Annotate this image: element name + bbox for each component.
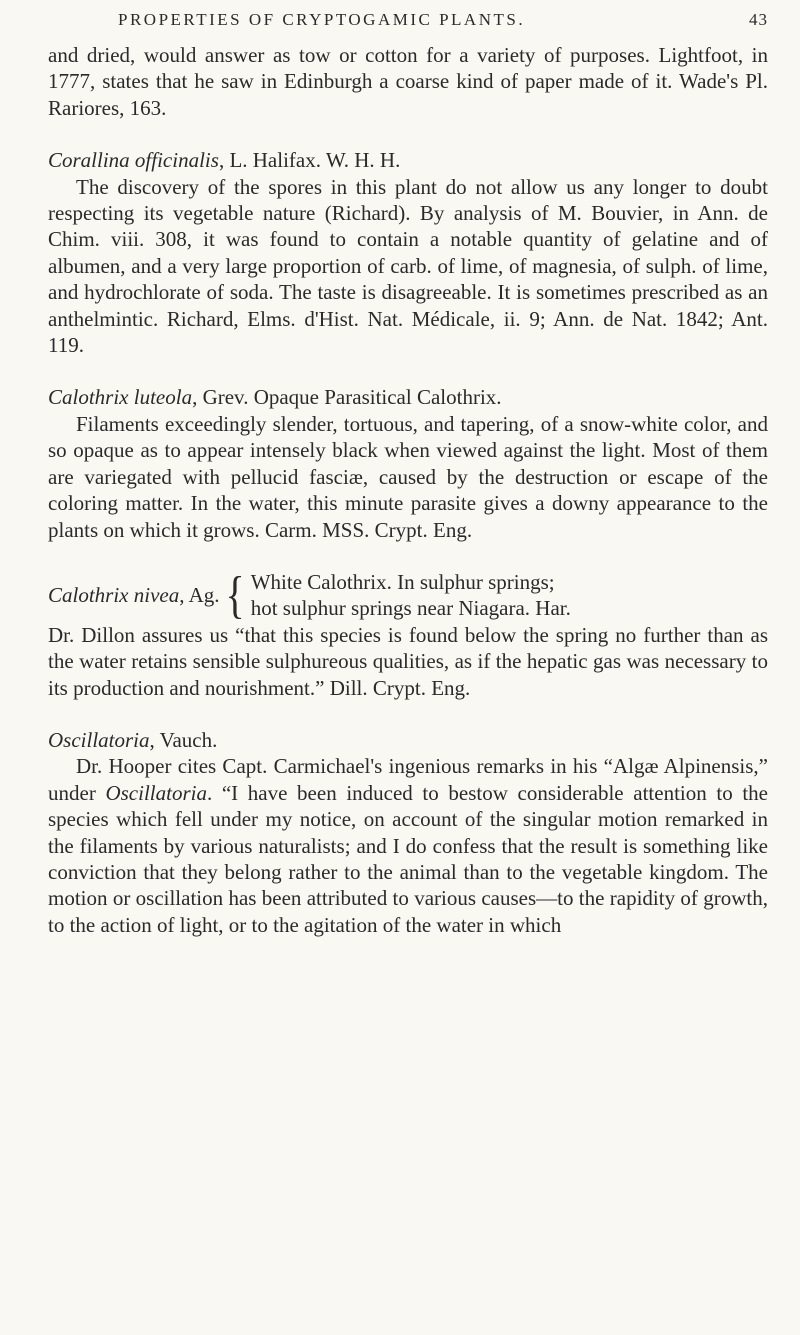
entry-heading-corallina bbox=[48, 147, 768, 173]
oscillatoria-text-a: Dr. Hooper cites Capt. Carmichael's ingenious remarks in his “Algæ Alpinensis,” under bbox=[48, 754, 768, 805]
brace-glyph: { bbox=[225, 565, 245, 624]
oscillatoria-text-b: . “I have been induced to bestow considerable attention to the species which fell under my notice, on account of the singular motion remarked in the filaments by various naturalists; and I do confess that the result is something like conviction that they belong rather to the animal than to the vegetable kingdom. The motion or oscillation has been attributed to various causes—to the rapidity of growth, to the action of light, or to the agitation of the water in which bbox=[48, 780, 768, 937]
paragraph-oscillatoria bbox=[48, 753, 768, 938]
paragraph-luteola: Filaments exceedingly slender, tortuous, and tapering, of a snow-white color, and so opaque as to appear intensely black when viewed against the light. Most of them are variegated with pellucid fasciæ, caused by the destruction or escape of the coloring matter. In the water, this minute parasite gives a downy appearance to the plants on which it grows. Carm. MSS. Crypt. Eng. bbox=[48, 411, 768, 542]
page-number: 43 bbox=[749, 10, 768, 29]
entry-heading-rest: , Vauch. bbox=[149, 727, 218, 752]
running-header bbox=[48, 6, 768, 36]
species-name-block bbox=[48, 582, 224, 608]
page-body bbox=[48, 42, 768, 938]
entry-heading-nivea bbox=[48, 565, 768, 624]
nivea-line-1: White Calothrix. In sulphur springs; bbox=[250, 569, 555, 594]
nivea-description bbox=[251, 569, 768, 622]
nivea-line-2: hot sulphur springs near Niagara. Har. bbox=[250, 596, 571, 621]
entry-heading-rest: , L. Halifax. W. H. H. bbox=[218, 148, 401, 173]
genus-name: Oscillatoria bbox=[48, 727, 150, 752]
species-name: Corallina officinalis bbox=[48, 148, 219, 173]
paragraph-corallina: The discovery of the spores in this plant do not allow us any longer to doubt respecting its vegetable nature (Richard). By analysis of M. Bouvier, in Ann. de Chim. viii. 308, it was found to contain a notable quantity of gelatine and of albumen, and a very large proportion of carb. of lime, of magnesia, of sulph. of lime, and hydrochlorate of soda. The taste is disagreeable. It is sometimes prescribed as an anthelmintic. Richard, Elms. d'Hist. Nat. Médicale, ii. 9; Ann. de Nat. 1842; Ant. 119. bbox=[48, 174, 768, 358]
entry-heading-rest: , Grev. Opaque Parasitical Calothrix. bbox=[192, 385, 502, 410]
species-name: Calothrix luteola bbox=[48, 385, 193, 410]
species-authority: , Ag. bbox=[179, 583, 220, 608]
entry-heading-oscillatoria bbox=[48, 727, 768, 753]
entry-heading-luteola bbox=[48, 384, 768, 410]
paragraph-continuation: and dried, would answer as tow or cotton for a variety of purposes. Lightfoot, in 1777, states that he saw in Edinburgh a coarse kind of paper made of it. Wade's Pl. Rariores, 163. bbox=[48, 43, 768, 120]
running-title: PROPERTIES OF CRYPTOGAMIC PLANTS. bbox=[118, 10, 526, 29]
paragraph-nivea: Dr. Dillon assures us “that this species is found below the spring no further than as the water retains sensible sulphureous qualities, as if the hepatic gas was necessary to its production and nourishment.” Dill. Crypt. Eng. bbox=[48, 622, 768, 700]
oscillatoria-italic: Oscillatoria bbox=[105, 780, 207, 805]
species-name: Calothrix nivea bbox=[48, 583, 180, 608]
